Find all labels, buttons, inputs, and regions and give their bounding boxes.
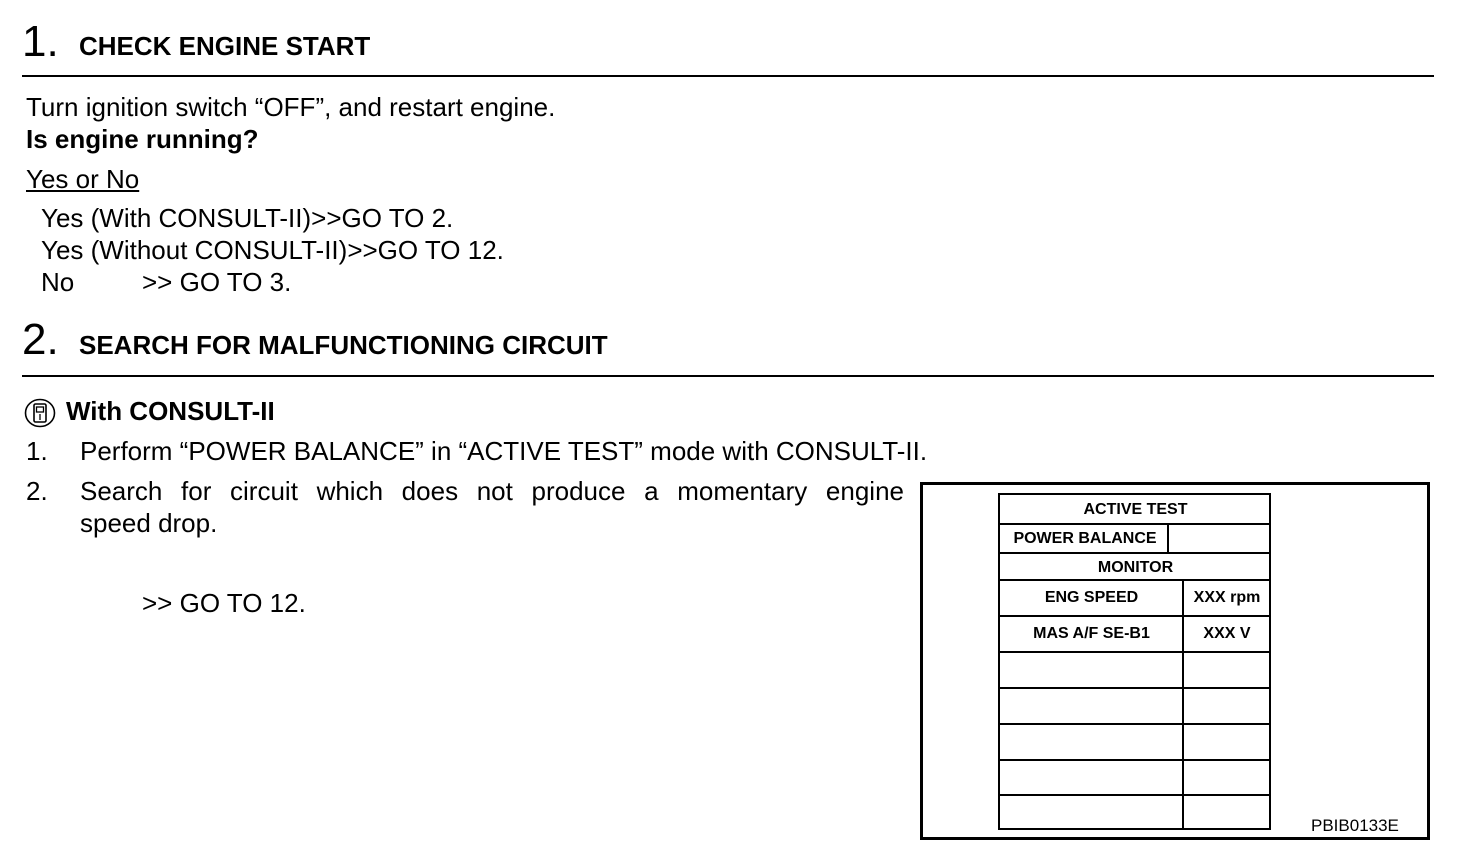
tool-heading: With CONSULT-II [66, 396, 275, 426]
item-1-text: Perform “POWER BALANCE” in “ACTIVE TEST” mode with CONSULT-II. [80, 436, 928, 466]
answer-yes-with-consult[interactable] [41, 203, 453, 233]
answer-yes-without-consult[interactable] [41, 235, 504, 265]
screen-divider [1000, 759, 1269, 761]
screen-header: ACTIVE TEST [1083, 501, 1188, 518]
screen-divider [1000, 723, 1269, 725]
goto-step-12[interactable]: >> GO TO 12. [142, 588, 306, 618]
monitor-item: MAS A/F SE-B1 [1033, 625, 1150, 642]
screen-divider [1000, 794, 1269, 796]
screen-divider [1182, 579, 1184, 830]
active-test-screen [998, 493, 1271, 830]
step-2-number: 2. [22, 315, 59, 364]
step-1-divider [22, 75, 1434, 77]
screen-divider [1000, 687, 1269, 689]
item-2-text-line1: Search for circuit which does not produce a momentary engine [80, 476, 904, 506]
monitor-item: ENG SPEED [1044, 589, 1139, 606]
step-1-question: Is engine running? [26, 124, 259, 154]
answer-no[interactable] [41, 267, 74, 297]
monitor-label: MONITOR [1097, 559, 1174, 576]
screen-divider [1000, 552, 1269, 554]
test-name: POWER BALANCE [1013, 530, 1157, 547]
answer-action: >>GO TO 2. [311, 203, 454, 233]
step-2-divider [22, 375, 1434, 377]
consult-tool-icon [24, 398, 56, 428]
item-2-text-line2: speed drop. [80, 508, 218, 538]
screen-divider [1000, 579, 1269, 581]
answer-label: No [41, 267, 75, 297]
item-1-number: 1. [26, 436, 48, 466]
answer-label: Yes (Without CONSULT-II) [41, 235, 348, 265]
answer-no-action[interactable]: >> GO TO 3. [142, 267, 292, 297]
step-1-instruction: Turn ignition switch “OFF”, and restart engine. [26, 92, 556, 122]
item-2-number: 2. [26, 476, 48, 506]
screen-divider [1000, 523, 1269, 525]
answer-header: Yes or No [26, 164, 140, 194]
figure-code: PBIB0133E [1311, 816, 1399, 835]
answer-label: Yes (With CONSULT-II) [41, 203, 312, 233]
step-1-title: CHECK ENGINE START [79, 31, 371, 61]
monitor-value: XXX V [1203, 625, 1251, 642]
monitor-value: XXX rpm [1193, 589, 1261, 606]
screen-divider [1000, 651, 1269, 653]
answer-action: >>GO TO 12. [347, 235, 504, 265]
screen-divider [1000, 615, 1269, 617]
step-1-number: 1. [22, 17, 59, 66]
step-2-title: SEARCH FOR MALFUNCTIONING CIRCUIT [79, 330, 608, 360]
